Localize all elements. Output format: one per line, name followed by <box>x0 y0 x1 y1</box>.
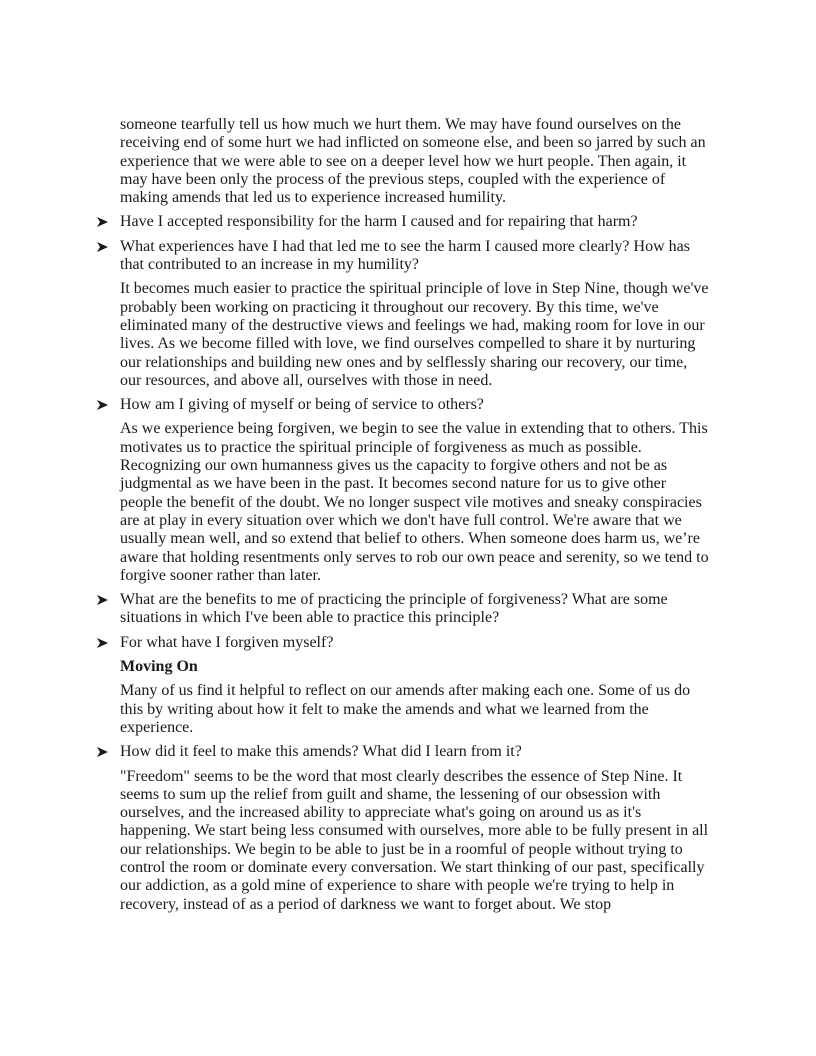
question-benefits <box>120 591 710 628</box>
arrowhead-bullet-icon <box>95 213 111 231</box>
arrowhead-bullet-icon <box>95 396 111 414</box>
bullet-text: How did it feel to make this amends? What did I learn from it? <box>120 743 522 761</box>
question-responsibility <box>120 213 710 231</box>
question-feel <box>120 743 710 761</box>
paragraph-freedom: "Freedom" seems to be the word that most clearly describes the essence of Step Nine. It seems to sum up the relief from guilt and shame, the lessening of our obsession with ourselves, and the increased ability to appreciate what's going on around us as it's happening. We start being less consumed with ourselves, more able to be fully present in all our relationships. We begin to be able to just be in a roomful of people without trying to control the room or dominate every conversation. We start thinking of our past, specifically our addiction, as a gold mine of experience to share with people we're trying to help in recovery, instead of as a period of darkness we want to forget about. We stop <box>120 767 709 913</box>
paragraph-love: It becomes much easier to practice the spiritual principle of love in Step Nine, though we've probably been working on practicing it throughout our recovery. By this time, we've eliminated many of the destructive views and feelings we had, making room for love in our lives. As we become filled with love, we find ourselves compelled to share it by nurturing our relationships and building new ones and by selflessly sharing our recovery, our time, our resources, and above all, ourselves with those in need. <box>120 280 709 389</box>
bullet-text: For what have I forgiven myself? <box>120 633 334 651</box>
bullet-text: How am I giving of myself or being of service to others? <box>120 396 484 414</box>
arrowhead-bullet-icon <box>95 238 111 256</box>
arrowhead-bullet-icon <box>95 591 111 609</box>
paragraph-forgiveness: As we experience being forgiven, we begin to see the value in extending that to others. This motivates us to practice the spiritual principle of forgiveness as much as possible. Recognizing our own humanness gives us the capacity to forgive others and not be as judgmental as we have been in the past. It becomes second nature for us to give other people the benefit of the doubt. We no longer suspect vile motives and sneaky conspiracies are at play in every situation over which we don't have full control. We're aware that we usually mean well, and so extend that belief to others. When someone does harm us, we’re aware that holding resentments only serves to rob our own peace and serenity, so we tend to forgive sooner rather than later. <box>120 420 709 584</box>
question-experiences <box>120 238 710 275</box>
section-heading-moving-on: Moving On <box>120 658 198 676</box>
bullet-text: What experiences have I had that led me to see the harm I caused more clearly? How has that contributed to an increase in my humility? <box>120 237 690 274</box>
bullet-text: Have I accepted responsibility for the harm I caused and for repairing that harm? <box>120 213 638 231</box>
question-forgiven-myself <box>120 634 710 652</box>
document-body <box>120 116 710 920</box>
paragraph-reflect: Many of us find it helpful to reflect on our amends after making each one. Some of us do this by writing about how it felt to make the amends and what we learned from the experience. <box>120 682 691 736</box>
arrowhead-bullet-icon <box>95 634 111 652</box>
question-service <box>120 396 710 414</box>
arrowhead-bullet-icon <box>95 743 111 761</box>
bullet-text: What are the benefits to me of practicing the principle of forgiveness? What are some situations in which I've been able to practice this principle? <box>120 591 668 627</box>
paragraph-humility-continued: someone tearfully tell us how much we hurt them. We may have found ourselves on the receiving end of some hurt we had inflicted on someone else, and been so jarred by such an experience that we were able to see on a deeper level how we hurt people. Then again, it may have been only the process of the previous steps, coupled with the experience of making amends that led us to experience increased humility. <box>120 116 706 207</box>
